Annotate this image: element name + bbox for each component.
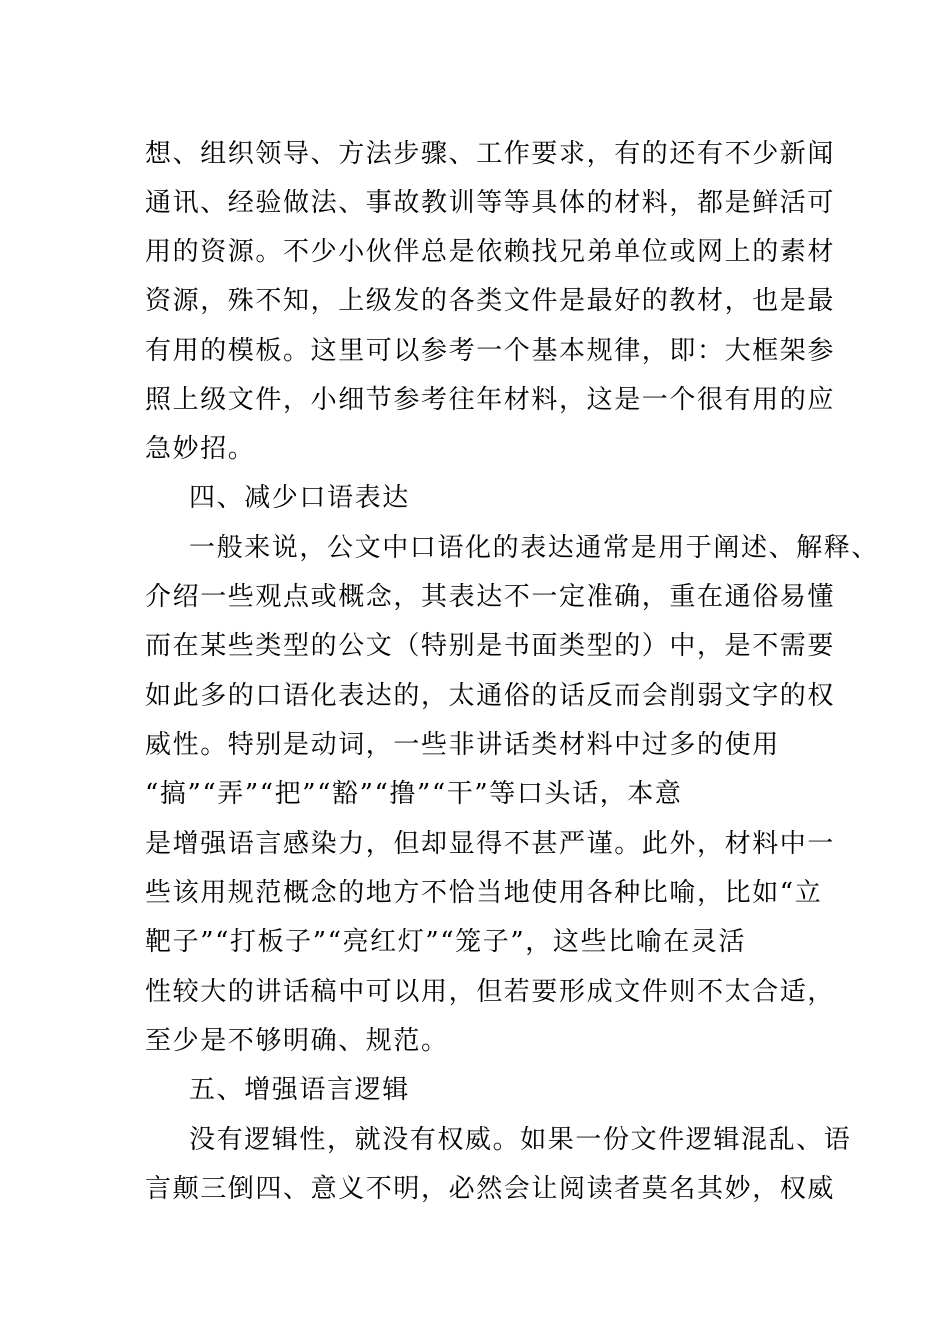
text-line: 而在某些类型的公文（特别是书面类型的）中，是不需要 xyxy=(145,631,836,661)
text-line: “搞”“弄”“把”“豁”“撸”“干”等口头话，本意 xyxy=(145,779,683,809)
text-line: 靶子”“打板子”“亮红灯”“笼子”，这些比喻在灵活 xyxy=(145,927,747,957)
text-line: 通讯、经验做法、事故教训等等具体的材料，都是鲜活可 xyxy=(145,188,836,218)
text-line: 如此多的口语化表达的，太通俗的话反而会削弱文字的权 xyxy=(145,681,836,711)
section-heading: 五、增强语言逻辑 xyxy=(189,1075,410,1105)
text-line: 急妙招。 xyxy=(145,434,256,464)
text-line: 资源，殊不知，上级发的各类文件是最好的教材，也是最 xyxy=(145,286,836,316)
text-line: 言颠三倒四、意义不明，必然会让阅读者莫名其妙，权威 xyxy=(145,1174,836,1204)
text-line: 想、组织领导、方法步骤、工作要求，有的还有不少新闻 xyxy=(145,139,836,169)
text-line: 些该用规范概念的地方不恰当地使用各种比喻，比如“立 xyxy=(145,878,823,908)
text-line: 介绍一些观点或概念，其表达不一定准确，重在通俗易懂 xyxy=(145,582,836,612)
text-line: 有用的模板。这里可以参考一个基本规律，即：大框架参 xyxy=(145,336,836,366)
text-line: 用的资源。不少小伙伴总是依赖找兄弟单位或网上的素材 xyxy=(145,237,836,267)
text-line: 是增强语言感染力，但却显得不甚严谨。此外，材料中一 xyxy=(145,829,836,859)
text-line: 至少是不够明确、规范。 xyxy=(145,1026,449,1056)
text-line: 性较大的讲话稿中可以用，但若要形成文件则不太合适， xyxy=(145,977,836,1007)
text-line: 一般来说，公文中口语化的表达通常是用于阐述、解释、 xyxy=(189,533,880,563)
text-line: 威性。特别是动词，一些非讲话类材料中过多的使用 xyxy=(145,730,780,760)
section-heading: 四、减少口语表达 xyxy=(189,483,410,513)
text-line: 没有逻辑性，就没有权威。如果一份文件逻辑混乱、语 xyxy=(189,1125,852,1155)
text-line: 照上级文件，小细节参考往年材料，这是一个很有用的应 xyxy=(145,385,836,415)
